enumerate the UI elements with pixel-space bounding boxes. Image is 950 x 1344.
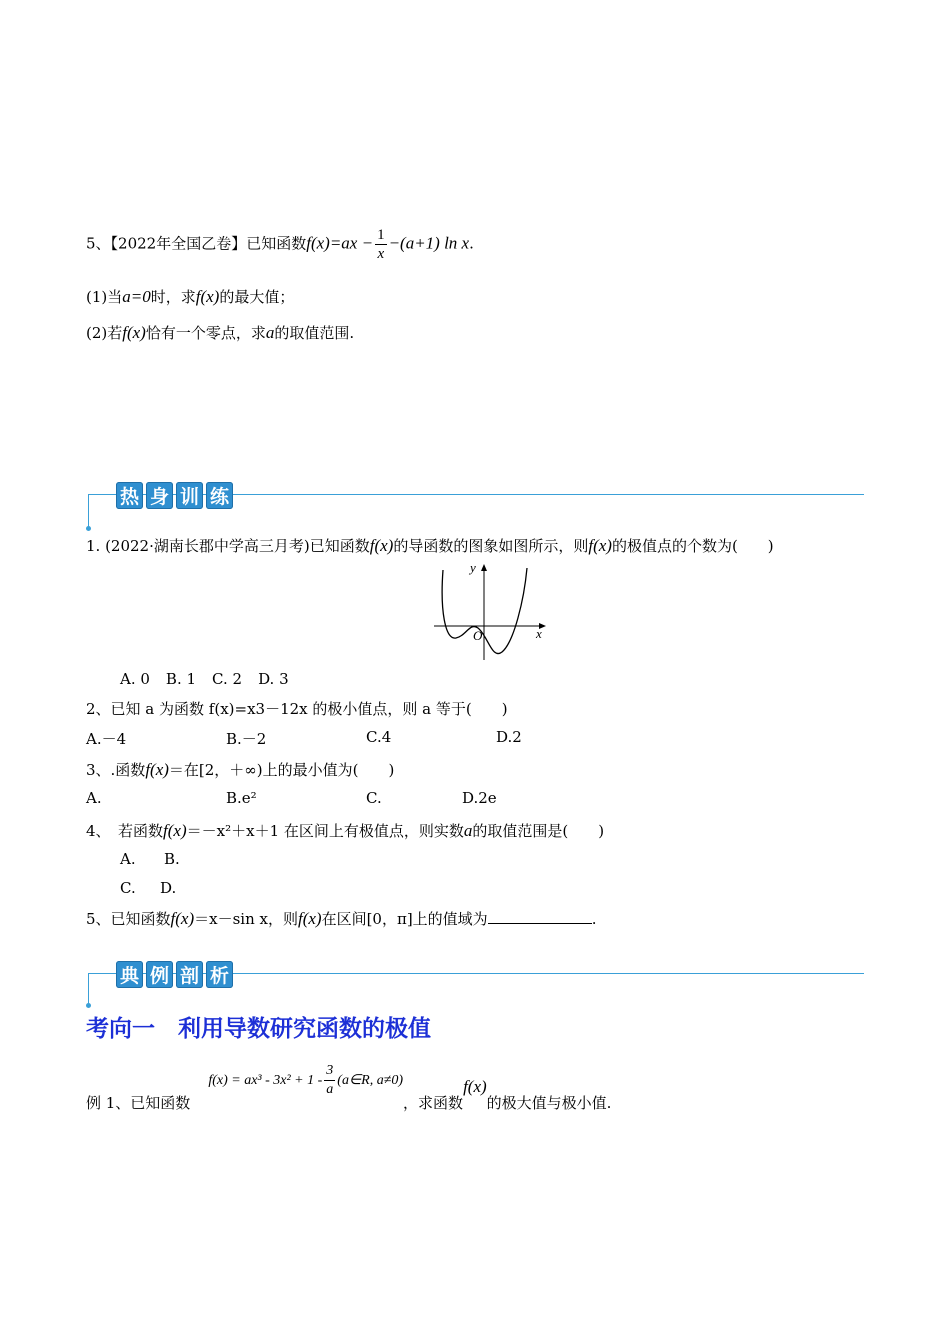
answer-blank[interactable] bbox=[488, 909, 592, 924]
problem-5-statement bbox=[86, 226, 474, 263]
condition-a-zero: a=0 bbox=[122, 287, 151, 306]
examples-title bbox=[116, 961, 233, 988]
q3-text: ＝在[2，＋∞)上的最小值为( ) bbox=[168, 761, 395, 779]
option-c: C. 2 bbox=[212, 670, 243, 688]
badge-char: 身 bbox=[146, 482, 173, 509]
question-3 bbox=[86, 759, 394, 780]
q1-text: 1. (2022·湖南长郡中学高三月考)已知函数 bbox=[86, 537, 370, 555]
part1-end: 的最大值； bbox=[219, 288, 295, 306]
function-fx: f(x) bbox=[463, 1076, 487, 1096]
function-fx: f(x) bbox=[588, 536, 612, 555]
option-c: C. bbox=[120, 879, 136, 897]
q4-text: ＝－x²＋x＋1 在区间上有极值点，则实数 bbox=[186, 822, 464, 840]
badge-char: 练 bbox=[206, 482, 233, 509]
part2-end: 的取值范围. bbox=[274, 324, 355, 342]
problem-5-prefix: 5、【2022年全国乙卷】已知函数 bbox=[86, 234, 307, 253]
banner-left-line bbox=[88, 973, 118, 974]
q1-mid: 的导函数的图象如图所示，则 bbox=[393, 537, 589, 555]
option-d: D.2 bbox=[496, 728, 522, 746]
example-1-formula bbox=[208, 1063, 404, 1097]
question-2: 2、已知 a 为函数 f(x)=x3－12x 的极小值点，则 a 等于( ) bbox=[86, 700, 508, 718]
q4-end: 的取值范围是( ) bbox=[472, 822, 605, 840]
fraction-numerator: 3 bbox=[324, 1062, 335, 1081]
q5-text-2: 在区间[0，π]上的值域为 bbox=[321, 910, 488, 928]
option-c: C. bbox=[366, 789, 382, 807]
q4-label: 4、 若函数 bbox=[86, 822, 164, 840]
origin-label: O bbox=[473, 628, 483, 643]
part1-text: 时，求 bbox=[150, 288, 196, 306]
part1-label: (1)当 bbox=[86, 288, 123, 306]
period: . bbox=[469, 234, 474, 253]
option-b: B. bbox=[164, 850, 180, 868]
option-a: A. 0 bbox=[120, 670, 150, 688]
section-heading: 考向一 利用导数研究函数的极值 bbox=[86, 1016, 431, 1042]
function-fx: f(x) bbox=[369, 536, 394, 555]
banner-dot bbox=[86, 1003, 91, 1008]
formula-condition: (a∈R, a≠0) bbox=[337, 1072, 404, 1088]
derivative-graph bbox=[430, 560, 554, 664]
banner-vertical-line bbox=[88, 973, 89, 1005]
option-a: A. bbox=[86, 789, 102, 807]
option-c: C.4 bbox=[366, 728, 392, 746]
question-1 bbox=[86, 535, 774, 556]
fraction-denominator: a bbox=[326, 1082, 334, 1097]
warmup-title bbox=[116, 482, 233, 509]
derivative-curve bbox=[442, 568, 527, 654]
badge-char: 热 bbox=[116, 482, 143, 509]
badge-char: 训 bbox=[176, 482, 203, 509]
part2-text: 恰有一个零点，求 bbox=[145, 324, 266, 342]
option-a: A. bbox=[120, 850, 136, 868]
y-axis-label: y bbox=[470, 560, 476, 575]
q1-end: 的极值点的个数为( ) bbox=[611, 537, 774, 555]
banner-vertical-line bbox=[88, 494, 89, 528]
fraction-numerator: 1 bbox=[377, 227, 385, 243]
q3-label: 3、.函数 bbox=[86, 761, 146, 779]
period: . bbox=[591, 910, 597, 928]
option-a: A.－4 bbox=[86, 730, 127, 748]
question-1-options bbox=[120, 670, 289, 688]
badge-char: 剖 bbox=[176, 961, 203, 988]
badge-char: 析 bbox=[206, 961, 233, 988]
y-axis-arrow bbox=[481, 564, 487, 571]
fraction-denominator: x bbox=[377, 246, 385, 262]
function-fx: f(x) bbox=[145, 760, 169, 779]
function-fx: f(x) bbox=[170, 909, 195, 928]
example-1-text: ，求函数 bbox=[403, 1093, 464, 1112]
option-d: D. bbox=[160, 879, 177, 897]
formula-lhs: =ax − bbox=[329, 233, 374, 253]
x-axis-label: x bbox=[536, 626, 542, 641]
option-b: B.－2 bbox=[226, 730, 267, 748]
fraction bbox=[324, 1062, 335, 1099]
function-fx: f(x) bbox=[297, 909, 322, 928]
option-d: D. 3 bbox=[258, 670, 289, 688]
function-fx: f(x) bbox=[163, 821, 187, 840]
example-1 bbox=[86, 1062, 612, 1112]
example-1-label: 例 1、已知函数 bbox=[86, 1093, 191, 1112]
option-d: D.2e bbox=[462, 789, 497, 807]
q5-text: ＝x－sin x，则 bbox=[194, 910, 298, 928]
variable-a: a bbox=[265, 323, 275, 342]
badge-char: 例 bbox=[146, 961, 173, 988]
function-fx: f(x) bbox=[195, 287, 220, 306]
variable-a: a bbox=[463, 821, 473, 840]
banner-dot bbox=[86, 526, 91, 531]
problem-5-part-1 bbox=[86, 286, 294, 307]
question-5 bbox=[86, 908, 596, 929]
fraction bbox=[375, 226, 387, 263]
part2-label: (2)若 bbox=[86, 324, 123, 342]
example-1-end: 的极大值与极小值. bbox=[486, 1093, 612, 1112]
option-b: B. 1 bbox=[165, 670, 197, 688]
option-b: B.e² bbox=[226, 789, 257, 807]
formula-lhs: f(x) = ax³ - 3x² + 1 - bbox=[208, 1072, 323, 1088]
q5-label: 5、已知函数 bbox=[86, 910, 171, 928]
function-fx: f(x) bbox=[306, 233, 330, 253]
banner-left-line bbox=[88, 494, 118, 495]
formula-rhs: −(a+1) ln x bbox=[388, 233, 470, 253]
function-fx: f(x) bbox=[122, 323, 146, 342]
problem-5-part-2 bbox=[86, 322, 354, 343]
question-4 bbox=[86, 820, 604, 841]
badge-char: 典 bbox=[116, 961, 143, 988]
